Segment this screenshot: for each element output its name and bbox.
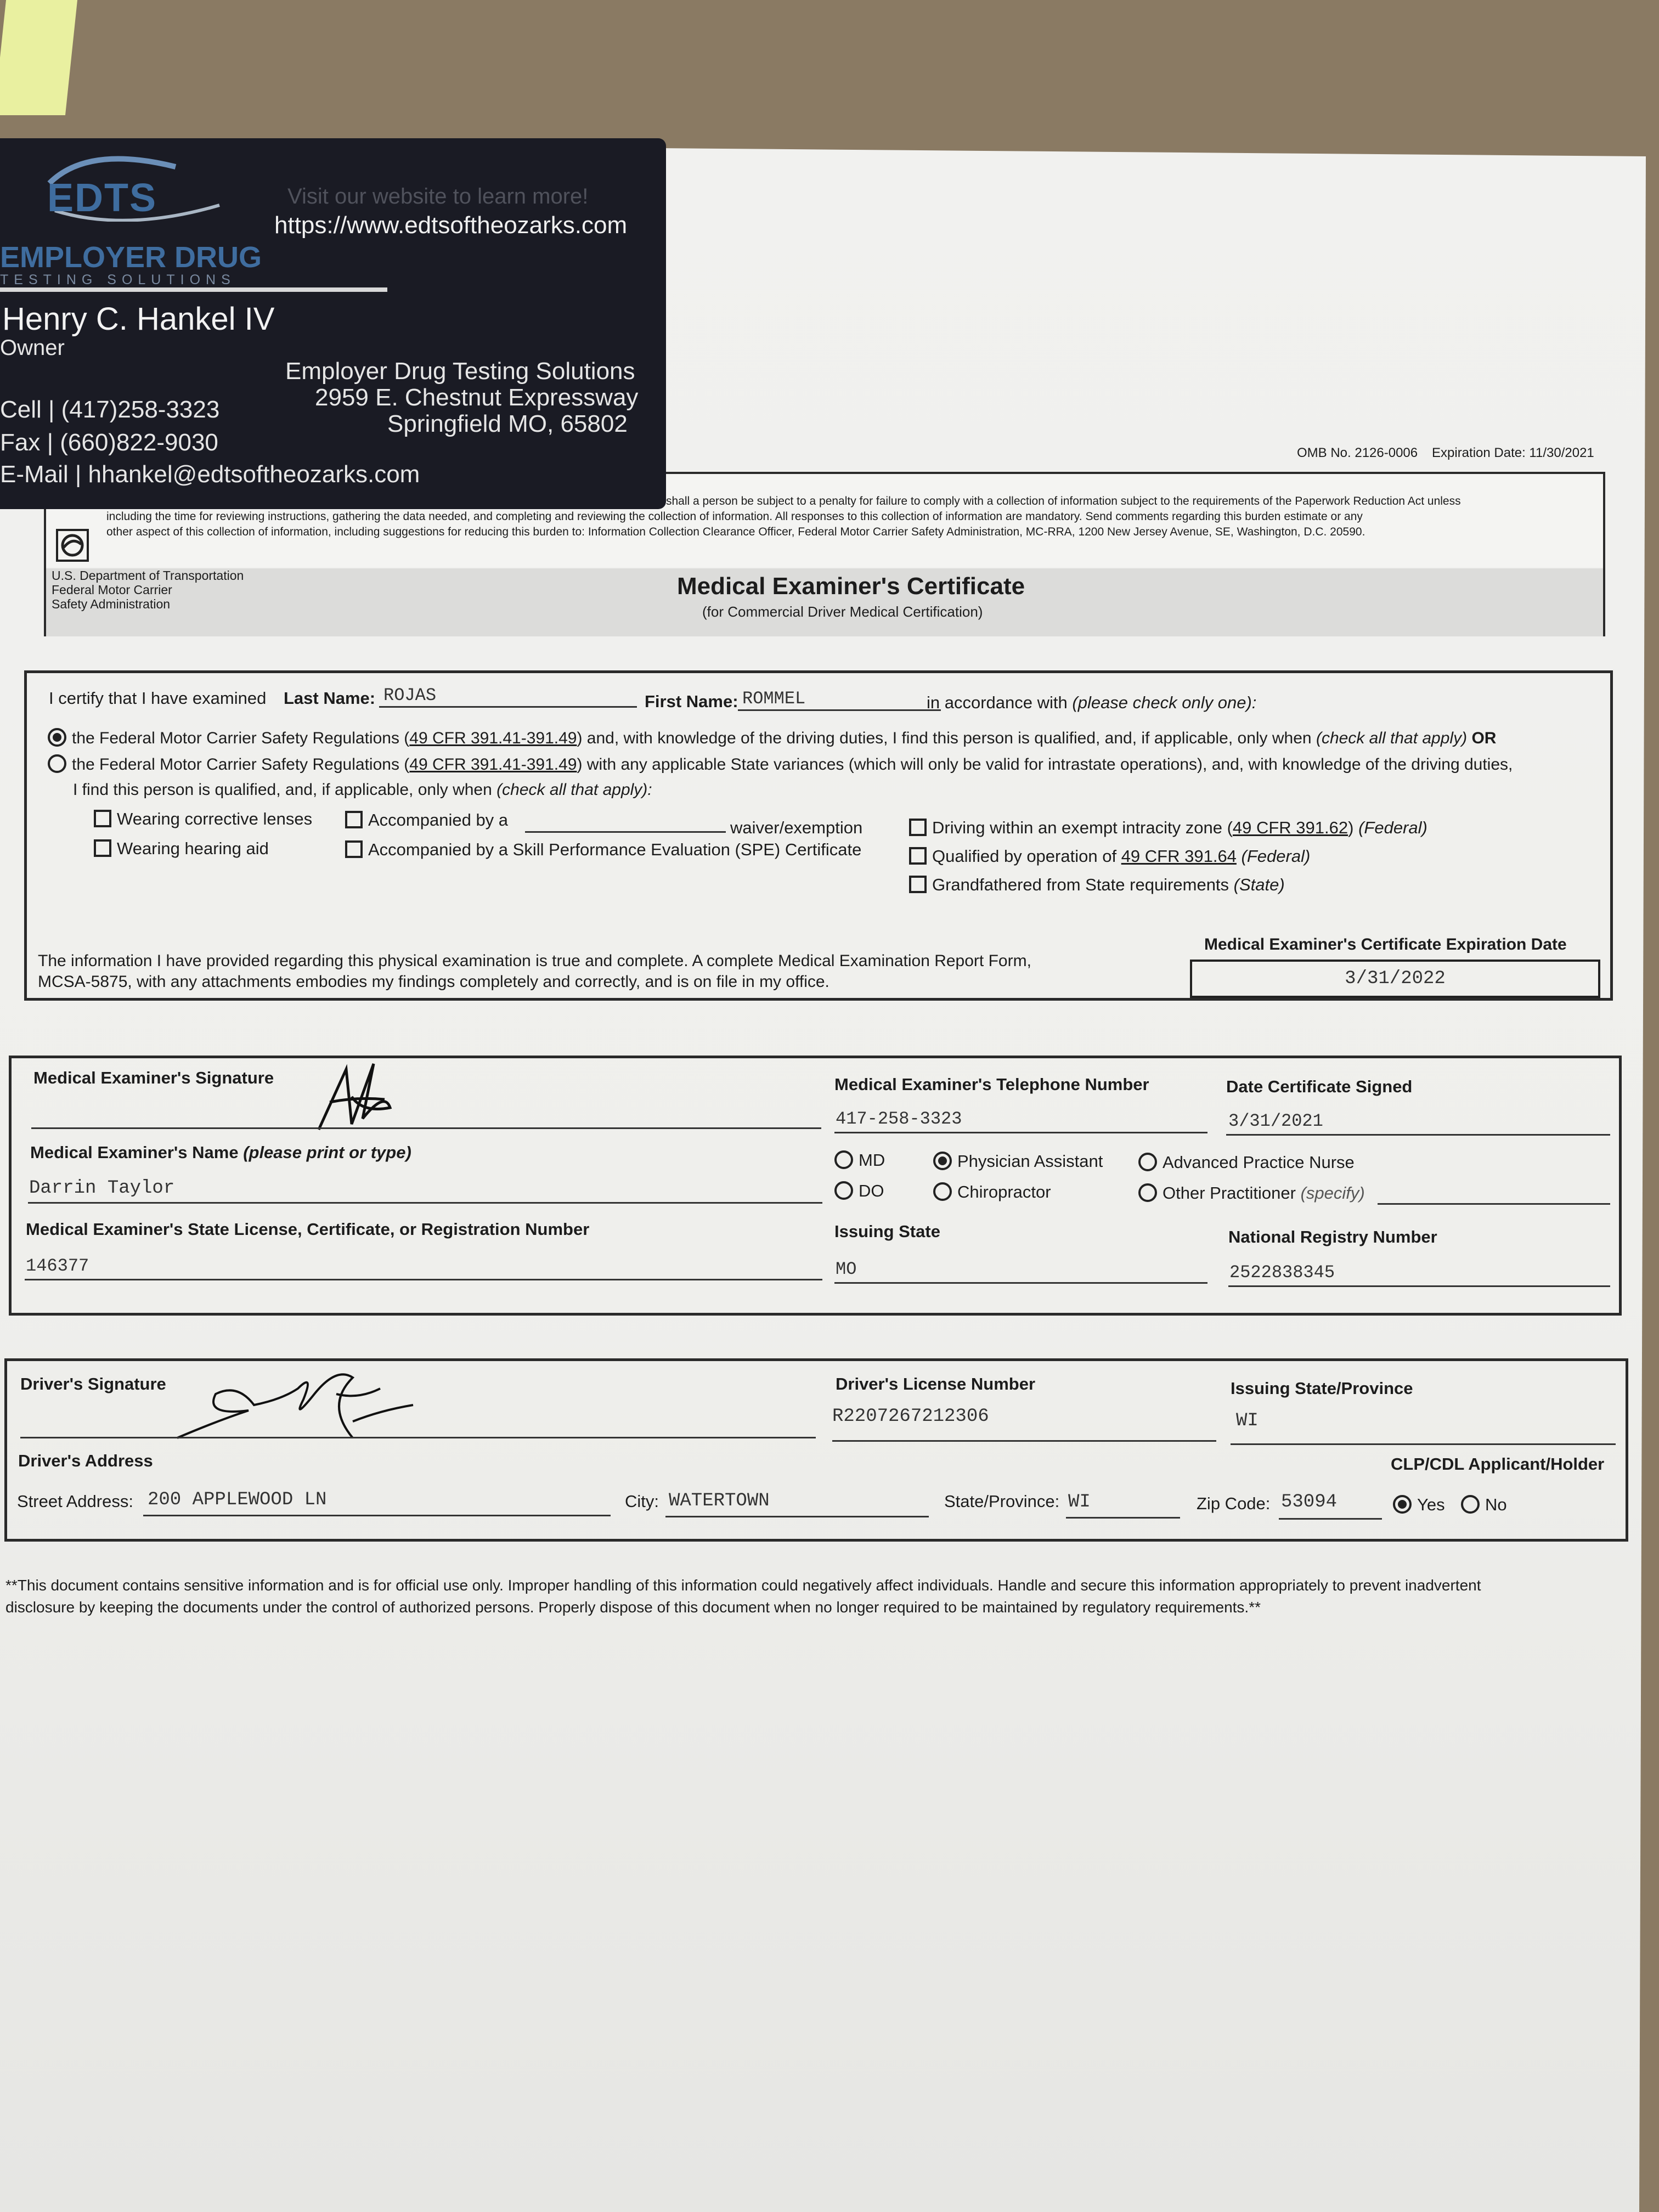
last-name-label: Last Name: — [284, 689, 376, 708]
radio-do[interactable]: DO — [834, 1181, 884, 1201]
certify-intro: I certify that I have examined — [49, 689, 267, 708]
issuing-state-label: Issuing State — [834, 1222, 940, 1241]
card-website-link[interactable]: https://www.edtsoftheozarks.com — [274, 212, 628, 239]
statement-line-2: MCSA-5875, with any attachments embodies my findings completely and correctly, and is on file in my office. — [38, 973, 830, 991]
card-cell: Cell | (417)258-3323 — [0, 396, 220, 423]
state-province-label: State/Province: — [944, 1492, 1060, 1511]
driver-issuing-state: WI — [1236, 1410, 1259, 1431]
street-address: 200 APPLEWOOD LN — [148, 1489, 327, 1510]
registry-label: National Registry Number — [1228, 1227, 1437, 1246]
examiner-name-label: Medical Examiner's Name (please print or type) — [30, 1143, 411, 1162]
zip-label: Zip Code: — [1197, 1494, 1271, 1513]
cb-intracity-zone[interactable]: Driving within an exempt intracity zone (49 CFR 391.62) (Federal) — [909, 818, 1427, 838]
card-company: Employer Drug Testing Solutions — [285, 358, 635, 385]
examiner-phone: 417-258-3323 — [836, 1109, 962, 1129]
burden-line-1: shall a person be subject to a penalty for failure to comply with a collection of information subject to the requirements of the Paperwork Reduction Act unless — [666, 495, 1461, 507]
agency-line-2: Federal Motor Carrier — [52, 583, 172, 597]
business-card — [0, 138, 666, 509]
form-subtitle: (for Commercial Driver Medical Certification) — [702, 603, 983, 620]
license-label: Medical Examiner's State License, Certificate, or Registration Number — [26, 1220, 590, 1239]
dot-logo-icon — [56, 529, 89, 562]
radio-physician-assistant[interactable]: Physician Assistant — [933, 1152, 1103, 1171]
form-expiration: Expiration Date: 11/30/2021 — [1432, 445, 1594, 460]
examiner-section — [9, 1056, 1622, 1316]
card-title: Owner — [0, 336, 65, 360]
radio-other-practitioner[interactable]: Other Practitioner (specify) — [1138, 1183, 1365, 1203]
clp-cdl-label: CLP/CDL Applicant/Holder — [1391, 1454, 1605, 1474]
burden-line-3: other aspect of this collection of information, including suggestions for reducing this burden to: Information Collection Clearance Officer, Federal Motor Carrier Safety Administration, MC-RRA, 1200 New Jersey Avenue, SE, Washington, D.C. 20590. — [106, 526, 1365, 538]
expiration-date-field[interactable]: 3/31/2022 — [1190, 960, 1600, 998]
driver-address-label: Driver's Address — [18, 1451, 153, 1470]
form-title: Medical Examiner's Certificate — [677, 573, 1025, 600]
date-signed-label: Date Certificate Signed — [1226, 1077, 1413, 1096]
examiner-phone-label: Medical Examiner's Telephone Number — [834, 1075, 1149, 1094]
clp-no-radio[interactable]: No — [1461, 1495, 1507, 1515]
card-name: Henry C. Hankel IV — [2, 301, 275, 337]
driver-state-label: Issuing State/Province — [1231, 1379, 1413, 1398]
license-number: 146377 — [26, 1256, 89, 1276]
radio-advanced-practice-nurse[interactable]: Advanced Practice Nurse — [1138, 1153, 1355, 1172]
street-label: Street Address: — [17, 1492, 133, 1511]
omb-number: OMB No. 2126-0006 — [1297, 445, 1418, 460]
cb-spe-certificate[interactable]: Accompanied by a Skill Performance Evaluation (SPE) Certificate — [345, 840, 861, 860]
footer-note-line-1: **This document contains sensitive information and is for official use only. Improper handling of this information could negatively affect individuals. Handle and secure this information appropriately to prevent inadvertent — [5, 1577, 1481, 1594]
registry-number: 2522838345 — [1229, 1262, 1335, 1283]
card-email[interactable]: E-Mail | hhankel@edtsoftheozarks.com — [0, 461, 420, 488]
cb-qualified-operation[interactable]: Qualified by operation of 49 CFR 391.64 (Federal) — [909, 847, 1310, 866]
last-name-value: ROJAS — [383, 685, 437, 706]
option-state-variance[interactable]: the Federal Motor Carrier Safety Regulations (49 CFR 391.41-391.49) with any applicable State variances (which will only be valid for intrastate operations), and, with knowledge of the driving duties, — [48, 754, 1513, 774]
driver-section — [4, 1358, 1628, 1542]
burden-line-2: including the time for reviewing instructions, gathering the data needed, and completing and reviewing the collection of information. All responses to this collection of information are mandatory. Send comments regarding this burden estimate or any — [106, 510, 1363, 523]
card-street: 2959 E. Chestnut Expressway — [315, 384, 639, 411]
radio-chiropractor[interactable]: Chiropractor — [933, 1182, 1051, 1202]
driver-signature-label: Driver's Signature — [20, 1374, 166, 1393]
option-state-variance-cont: I find this person is qualified, and, if applicable, only when (check all that apply): — [73, 781, 652, 799]
first-name-value: ROMMEL — [742, 689, 806, 709]
driver-license-label: Driver's License Number — [836, 1374, 1036, 1393]
city: WATERTOWN — [669, 1491, 770, 1511]
card-fax: Fax | (660)822-9030 — [0, 429, 218, 456]
cb-grandfathered[interactable]: Grandfathered from State requirements (State) — [909, 875, 1285, 895]
driver-signature — [172, 1361, 479, 1446]
zip-code: 53094 — [1281, 1492, 1338, 1513]
option-federal[interactable]: the Federal Motor Carrier Safety Regulations (49 CFR 391.41-391.49) and, with knowledge of the driving duties, I find this person is qualified, and, if applicable, only when (check all that apply) OR — [48, 728, 1496, 748]
card-visit-text: Visit our website to learn more! — [287, 184, 589, 208]
radio-md[interactable]: MD — [834, 1150, 885, 1170]
option-federal-radio[interactable] — [48, 728, 66, 747]
clp-yes-radio[interactable]: Yes — [1393, 1495, 1445, 1515]
sticky-note — [0, 0, 77, 115]
edts-logo-icon: EDTS — [38, 150, 225, 222]
card-divider — [0, 287, 387, 292]
statement-line-1: The information I have provided regarding this physical examination is true and complete. A complete Medical Examination Report Form, — [38, 952, 1031, 970]
examiner-name: Darrin Taylor — [29, 1178, 175, 1199]
waiver-exemption-text: waiver/exemption — [730, 818, 863, 837]
cb-hearing-aid[interactable]: Wearing hearing aid — [94, 839, 269, 859]
cb-corrective-lenses[interactable]: Wearing corrective lenses — [94, 809, 312, 829]
other-practitioner-blank[interactable] — [1378, 1203, 1610, 1205]
issuing-state: MO — [836, 1259, 857, 1279]
card-city: Springfield MO, 65802 — [387, 410, 628, 437]
waiver-blank[interactable] — [525, 831, 726, 833]
footer-note-line-2: disclosure by keeping the documents under the control of authorized persons. Properly dispose of this document when no longer required to be maintained by regulatory requirements.** — [5, 1599, 1261, 1616]
examiner-signature-label: Medical Examiner's Signature — [33, 1068, 274, 1087]
first-name-label: First Name: — [645, 692, 738, 711]
certification-section — [24, 670, 1613, 1001]
option-state-variance-radio[interactable] — [48, 754, 66, 773]
cb-accompanied-waiver[interactable]: Accompanied by a — [345, 810, 508, 830]
examiner-signature — [297, 1058, 412, 1143]
agency-line-3: Safety Administration — [52, 597, 171, 611]
driver-license-number: R2207267212306 — [832, 1406, 989, 1427]
date-signed: 3/31/2021 — [1228, 1111, 1323, 1131]
card-company-sub: TESTING SOLUTIONS — [0, 272, 236, 287]
accordance-text: in accordance with (please check only one): — [927, 693, 1257, 712]
card-company-banner: EMPLOYER DRUG — [0, 241, 262, 274]
agency-line-1: U.S. Department of Transportation — [52, 568, 244, 583]
city-label: City: — [625, 1492, 659, 1511]
state-province: WI — [1068, 1492, 1091, 1513]
expiration-date-label: Medical Examiner's Certificate Expiration Date — [1204, 935, 1567, 953]
